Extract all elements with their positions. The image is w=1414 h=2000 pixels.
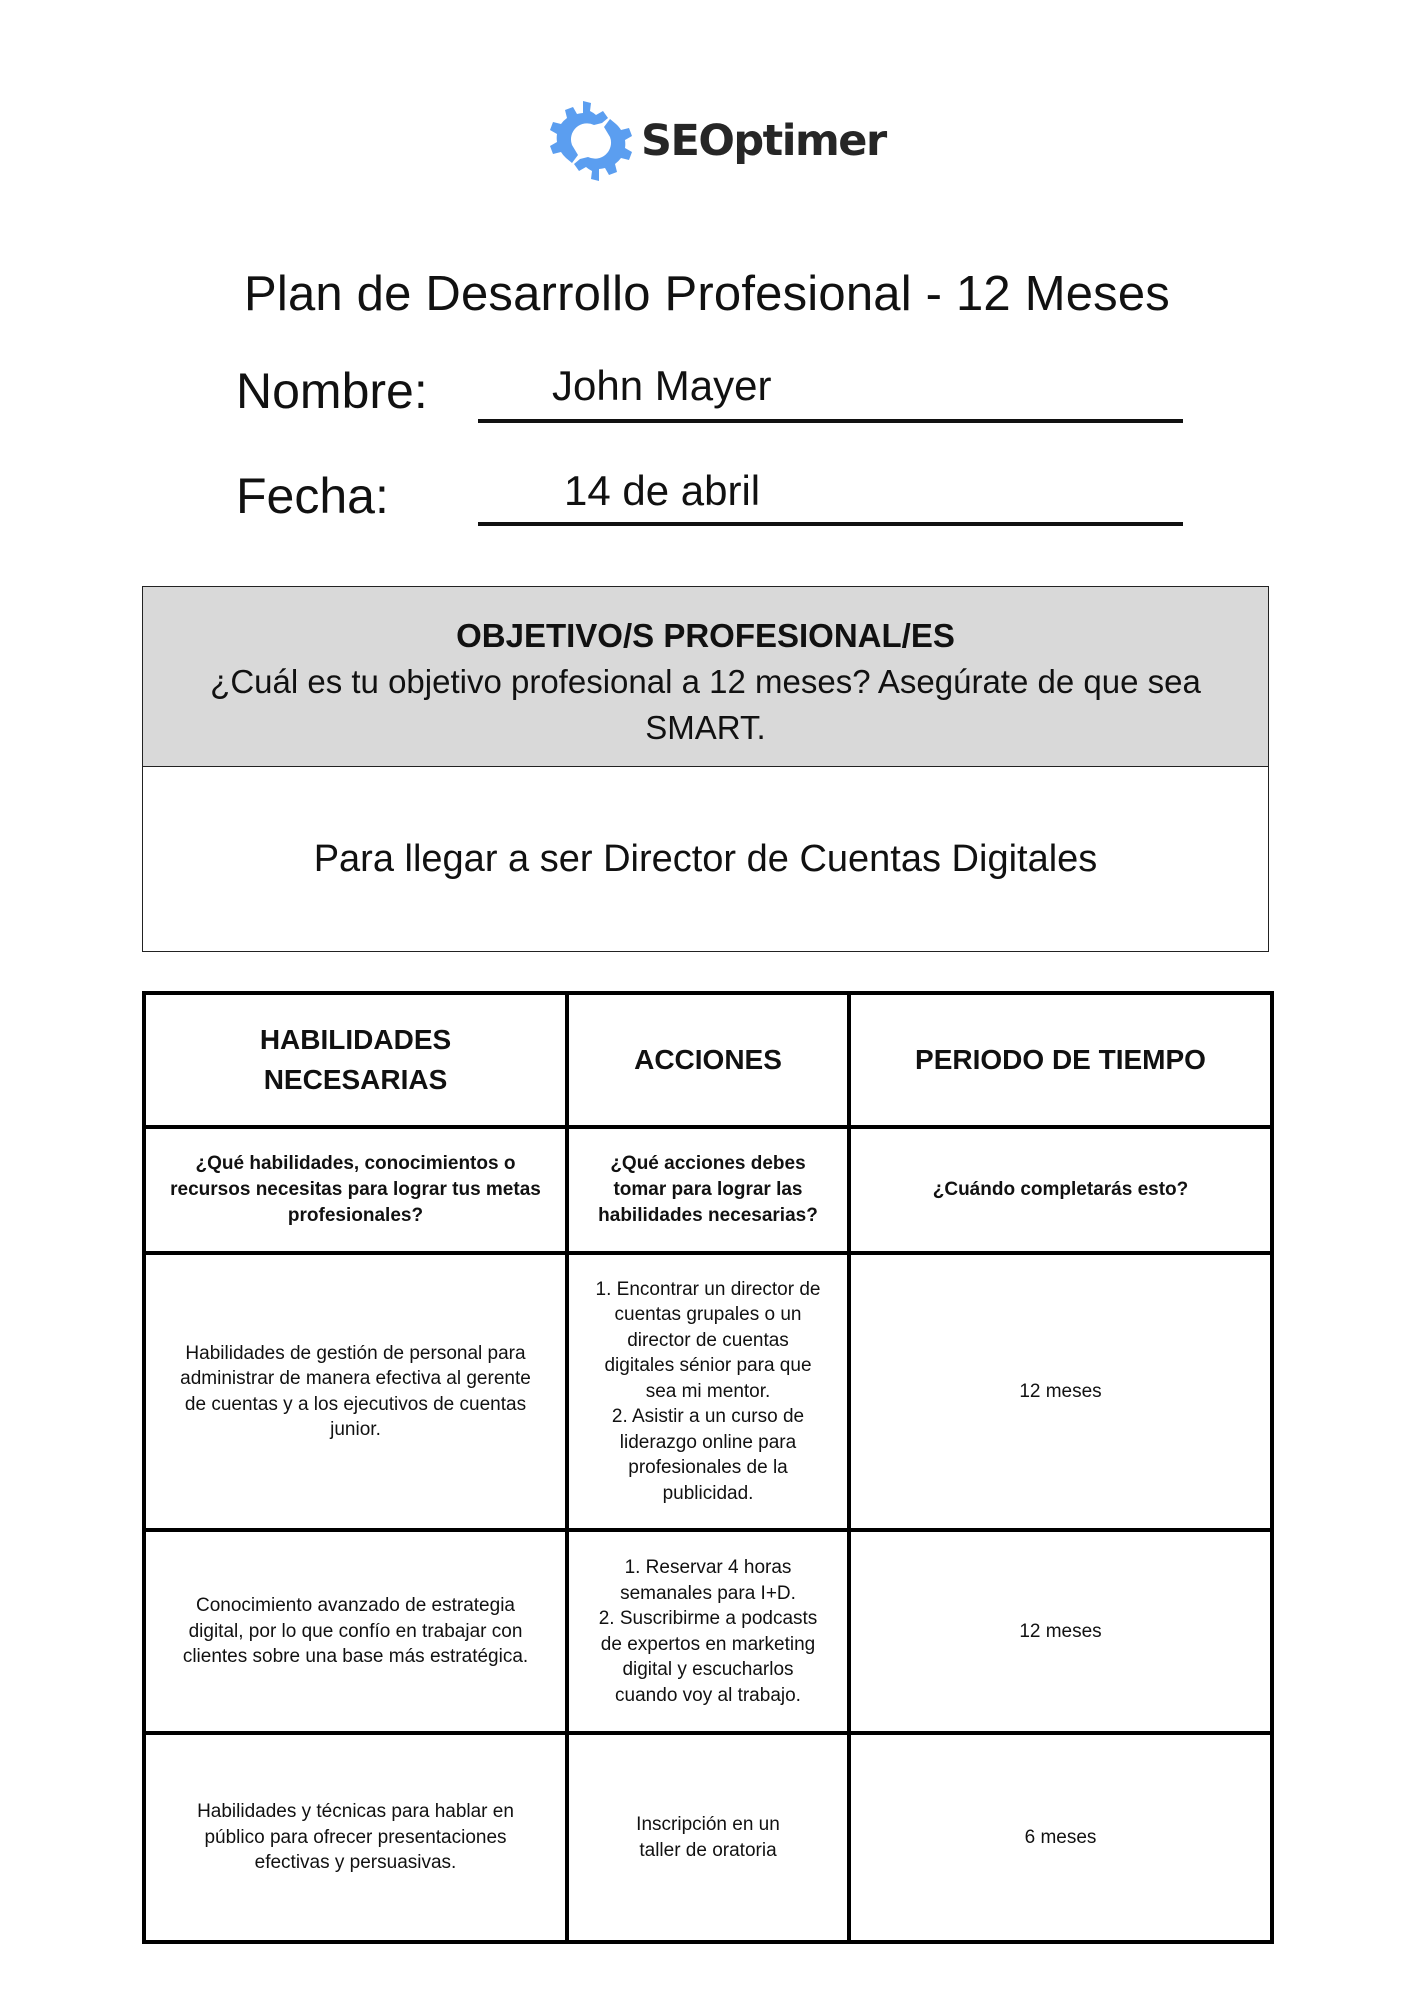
date-label: Fecha: [236,468,389,524]
brand-name: SEOptimer [641,116,886,166]
skill-cell: Habilidades y técnicas para hablar en público para ofrecer presentaciones efectivas y persuasivas. [144,1733,567,1942]
actions-cell: 1. Reservar 4 horas semanales para I+D. 2. Suscribirme a podcasts de expertos en marketing digital y escucharlos cuando voy al trabajo. [567,1530,849,1733]
column-header-actions: ACCIONES [567,993,849,1127]
prompt-actions: ¿Qué acciones debes tomar para lograr las habilidades necesarias? [567,1127,849,1253]
table-row [144,1253,1272,1530]
skill-cell: Conocimiento avanzado de estrategia digital, por lo que confío en trabajar con clientes sobre una base más estratégica. [144,1530,567,1733]
table-row [144,1733,1272,1942]
objective-answer: Para llegar a ser Director de Cuentas Digitales [313,837,1098,880]
actions-cell: 1. Encontrar un director de cuentas grupales o un director de cuentas digitales sénior para que sea mi mentor. 2. Asistir a un curso de liderazgo online para profesionales de la publicidad. [567,1253,849,1530]
name-label: Nombre: [236,363,428,419]
date-underline [478,522,1183,526]
objective-question: ¿Cuál es tu objetivo profesional a 12 meses? Asegúrate de que sea SMART. [210,662,1201,746]
name-value: John Mayer [552,362,772,409]
table-row [144,1530,1272,1733]
name-underline [478,419,1183,423]
objective-heading: OBJETIVO/S PROFESIONAL/ES [456,616,955,654]
timeframe-cell: 12 meses [849,1530,1272,1733]
prompt-timeframe: ¿Cuándo completarás esto? [849,1127,1272,1253]
column-header-timeframe: PERIODO DE TIEMPO [849,993,1272,1127]
objective-header [143,587,1268,767]
development-plan-table [142,991,1274,1944]
table-header-row [144,993,1272,1127]
prompt-row [144,1127,1272,1253]
brand-logo [543,95,886,187]
page-title: Plan de Desarrollo Profesional - 12 Meses [243,266,1171,321]
skill-cell: Habilidades de gestión de personal para administrar de manera efectiva al gerente de cuentas y a los ejecutivos de cuentas junior. [144,1253,567,1530]
gears-logo-icon [543,95,639,187]
objective-section [142,586,1269,952]
column-header-skills: HABILIDADES NECESARIAS [144,993,567,1127]
actions-cell: Inscripción en un taller de oratoria [567,1733,849,1942]
prompt-skills: ¿Qué habilidades, conocimientos o recursos necesitas para lograr tus metas profesionales? [144,1127,567,1253]
date-value: 14 de abril [564,467,761,514]
timeframe-cell: 6 meses [849,1733,1272,1942]
timeframe-cell: 12 meses [849,1253,1272,1530]
